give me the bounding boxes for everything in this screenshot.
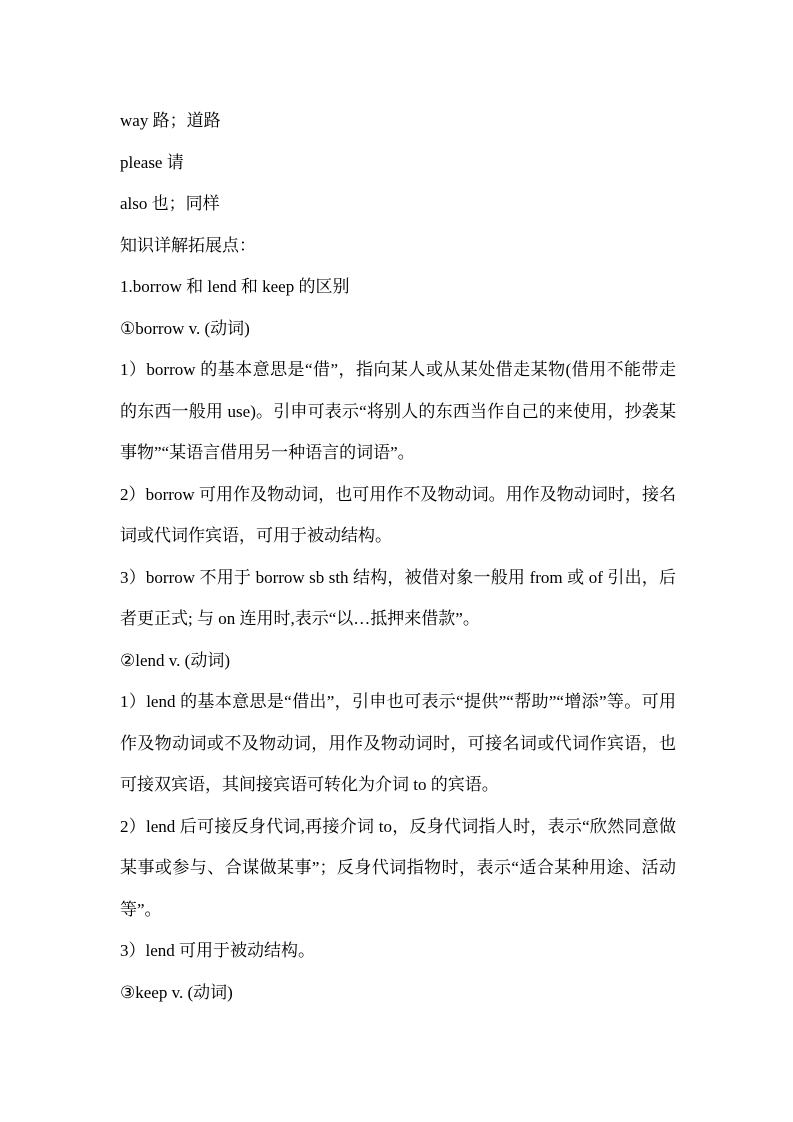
- borrow-heading: ①borrow v. (动词): [120, 318, 250, 338]
- borrow-point-1: 1）borrow 的基本意思是“借”，指向某人或从某处借走某物(借用不能带走的东西一般用 use)。引申可表示“将别人的东西当作自己的来使用，抄袭某事物”“某语言借用另一种语言的词语”。: [120, 360, 676, 462]
- document-body: [120, 100, 676, 1013]
- keep-heading: ③keep v. (动词): [120, 982, 233, 1002]
- borrow-point-2: 2）borrow 可用作及物动词，也可用作不及物动词。用作及物动词时，接名词或代词作宾语，可用于被动结构。: [120, 484, 676, 545]
- lend-point-3: 3）lend 可用于被动结构。: [120, 941, 316, 960]
- lend-point-2: 2）lend 后可接反身代词,再接介词 to，反身代词指人时，表示“欣然同意做某事或参与、合谋做某事”；反身代词指物时，表示“适合某种用途、活动等”。: [120, 816, 676, 919]
- borrow-point-3: 3）borrow 不用于 borrow sb sth 结构，被借对象一般用 from 或 of 引出，后者更正式; 与 on 连用时,表示“以…抵押来借款”。: [120, 567, 676, 628]
- vocab-please: please 请: [120, 152, 184, 172]
- topic-heading: 1.borrow 和 lend 和 keep 的区别: [120, 277, 350, 296]
- lend-heading: ②lend v. (动词): [120, 650, 230, 670]
- vocab-also: also 也；同样: [120, 194, 220, 213]
- lend-point-1: 1）lend 的基本意思是“借出”，引申也可表示“提供”“帮助”“增添”等。可用作及物动词或不及物动词，用作及物动词时，可接名词或代词作宾语，也可接双宾语，其间接宾语可转化为介词 to 的宾语。: [120, 692, 676, 794]
- vocab-way: way 路；道路: [120, 111, 221, 130]
- section-heading: 知识详解拓展点：: [120, 235, 256, 255]
